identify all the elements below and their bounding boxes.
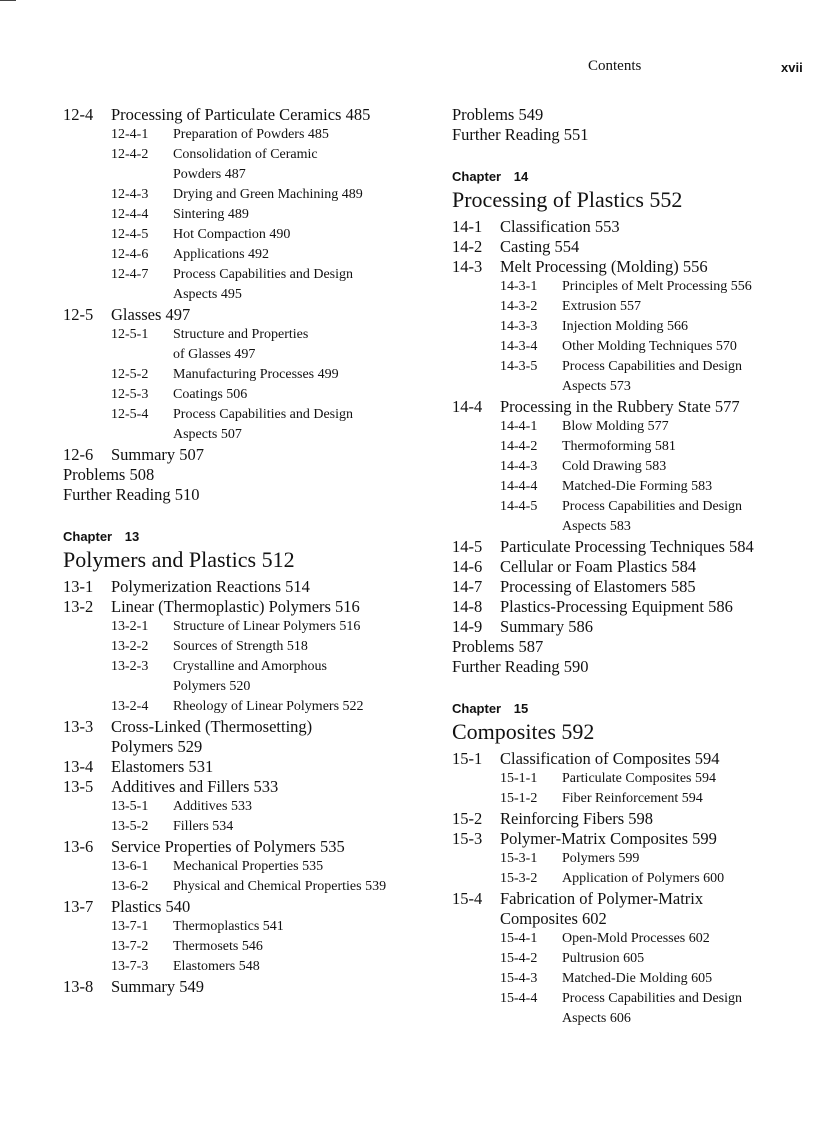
- section-title: Plastics-Processing Equipment 586: [500, 597, 733, 616]
- toc-entry-backmatter: Problems 587: [452, 637, 544, 656]
- section-title: Cross-Linked (Thermosetting): [111, 717, 313, 736]
- section-title: Process Capabilities and Design: [562, 991, 743, 1006]
- section-number: 14-4-4: [500, 479, 538, 494]
- section-title: Fiber Reinforcement 594: [562, 791, 703, 806]
- chapter-label: Chapter 13: [63, 529, 140, 544]
- section-number: 15-1-1: [500, 771, 538, 786]
- section-title: Additives 533: [173, 799, 252, 814]
- toc-entry-subsection: [63, 165, 443, 185]
- section-number: 13-4: [63, 757, 94, 776]
- section-number: 14-3-3: [500, 319, 538, 334]
- section-title: Elastomers 548: [173, 959, 260, 974]
- toc-entry-section: [452, 597, 802, 617]
- toc-entry-subsection: [63, 365, 443, 385]
- section-number: 12-4-3: [111, 187, 149, 202]
- section-number: 15-3-2: [500, 871, 538, 886]
- section-title: Aspects 583: [562, 519, 631, 534]
- section-number: 15-4-2: [500, 951, 538, 966]
- section-title: Process Capabilities and Design: [173, 407, 354, 422]
- toc-entry-subsection: [63, 185, 443, 205]
- section-number: 13-2-3: [111, 659, 149, 674]
- section-number: 13-7-2: [111, 939, 149, 954]
- section-title: Thermoplastics 541: [173, 919, 284, 934]
- section-number: 13-6-2: [111, 879, 149, 894]
- section-title: Pultrusion 605: [562, 951, 645, 966]
- toc-entry-subsection: [63, 245, 443, 265]
- toc-entry-subsection: [63, 817, 443, 837]
- toc-entry-subsection: [63, 405, 443, 425]
- section-number: 12-4-4: [111, 207, 149, 222]
- section-title: Polymerization Reactions 514: [111, 577, 310, 596]
- toc-entry-subsection: [63, 205, 443, 225]
- section-number: 15-1-2: [500, 791, 538, 806]
- chapter-title: Processing of Plastics 552: [452, 187, 683, 212]
- section-title: of Glasses 497: [173, 347, 256, 362]
- section-title: Structure of Linear Polymers 516: [173, 619, 361, 634]
- section-title: Fabrication of Polymer-Matrix: [500, 889, 704, 908]
- toc-entry-subsection: [452, 317, 802, 337]
- section-title: Elastomers 531: [111, 757, 214, 776]
- section-number: 13-2-4: [111, 699, 149, 714]
- section-number: 13-5-1: [111, 799, 149, 814]
- section-number: 15-3: [452, 829, 483, 848]
- section-title: Coatings 506: [173, 387, 248, 402]
- section-number: 12-4-6: [111, 247, 149, 262]
- section-title: Melt Processing (Molding) 556: [500, 257, 708, 276]
- section-title: Particulate Processing Techniques 584: [500, 537, 754, 556]
- section-title: Crystalline and Amorphous: [173, 659, 327, 674]
- section-number: 15-4-4: [500, 991, 538, 1006]
- toc-entry-subsection: [452, 497, 802, 517]
- toc-entry-section: [452, 217, 802, 237]
- page-corner-mark: [0, 0, 16, 1]
- section-number: 12-6: [63, 445, 94, 464]
- section-number: 12-5: [63, 305, 94, 324]
- toc-entry-subsection: [63, 657, 443, 677]
- toc-entry-section: [63, 757, 443, 777]
- section-number: 14-8: [452, 597, 483, 616]
- section-number: 14-4-5: [500, 499, 538, 514]
- section-number: 12-4: [63, 105, 94, 124]
- section-title: Open-Mold Processes 602: [562, 931, 710, 946]
- toc-entry-subsection: [63, 385, 443, 405]
- section-number: 13-2-1: [111, 619, 149, 634]
- chapter-label: Chapter 15: [452, 701, 529, 716]
- toc-entry-subsection: [452, 437, 802, 457]
- section-number: 14-9: [452, 617, 483, 636]
- toc-entry-subsection: [63, 677, 443, 697]
- toc-right-column: [452, 105, 802, 1029]
- toc-entry-subsection: [452, 929, 802, 949]
- toc-entry-subsection: [452, 849, 802, 869]
- toc-entry-section: [452, 617, 802, 637]
- toc-entry-subsection: [63, 125, 443, 145]
- section-gap: [63, 505, 443, 525]
- section-title: Composites 602: [500, 909, 607, 928]
- toc-entry-subsection: [63, 857, 443, 877]
- toc-entry-section: [63, 777, 443, 797]
- section-number: 13-6-1: [111, 859, 149, 874]
- toc-entry-backmatter: Further Reading 590: [452, 657, 589, 676]
- section-title: Aspects 495: [173, 287, 242, 302]
- section-title: Powders 487: [173, 167, 246, 182]
- toc-entry-subsection: [63, 637, 443, 657]
- section-title: Processing in the Rubbery State 577: [500, 397, 740, 416]
- toc-entry-subsection: [63, 797, 443, 817]
- chapter-title: Composites 592: [452, 719, 595, 744]
- toc-entry-section: [452, 809, 802, 829]
- section-title: Sintering 489: [173, 207, 249, 222]
- section-title: Aspects 507: [173, 427, 242, 442]
- toc-entry-section: [452, 749, 802, 769]
- section-title: Extrusion 557: [562, 299, 641, 314]
- chapter-label: Chapter 14: [452, 169, 529, 184]
- toc-entry-subsection: [452, 989, 802, 1009]
- section-title: Service Properties of Polymers 535: [111, 837, 345, 856]
- section-gap: [452, 145, 802, 165]
- section-title: Casting 554: [500, 237, 580, 256]
- section-title: Additives and Fillers 533: [111, 777, 279, 796]
- toc-entry-section: [452, 557, 802, 577]
- toc-entry-subsection: [452, 337, 802, 357]
- section-number: 12-5-2: [111, 367, 149, 382]
- section-title: Cold Drawing 583: [562, 459, 667, 474]
- section-title: Process Capabilities and Design: [562, 499, 743, 514]
- section-title: Injection Molding 566: [562, 319, 688, 334]
- section-number: 12-5-4: [111, 407, 149, 422]
- section-title: Mechanical Properties 535: [173, 859, 324, 874]
- section-title: Polymer-Matrix Composites 599: [500, 829, 717, 848]
- section-title: Application of Polymers 600: [562, 871, 725, 886]
- section-number: 15-1: [452, 749, 483, 768]
- toc-entry-subsection: [63, 957, 443, 977]
- section-number: 15-4-1: [500, 931, 538, 946]
- toc-entry-section: [452, 537, 802, 557]
- toc-entry-section: [63, 597, 443, 617]
- section-gap: [452, 677, 802, 697]
- section-number: 12-4-5: [111, 227, 149, 242]
- toc-entry-section: [452, 577, 802, 597]
- section-title: Thermoforming 581: [562, 439, 676, 454]
- section-title: Manufacturing Processes 499: [173, 367, 339, 382]
- toc-entry-subsection: [63, 345, 443, 365]
- toc-entry-subsection: [452, 477, 802, 497]
- running-head: Contents: [588, 58, 642, 74]
- section-number: 13-5: [63, 777, 94, 796]
- toc-entry-section: [452, 237, 802, 257]
- section-title: Cellular or Foam Plastics 584: [500, 557, 697, 576]
- section-title: Polymers 520: [173, 679, 251, 694]
- section-number: 14-3-4: [500, 339, 538, 354]
- section-title: Summary 549: [111, 977, 205, 996]
- toc-entry-subsection: [452, 277, 802, 297]
- toc-entry-section: [452, 909, 802, 929]
- toc-entry-subsection: [63, 877, 443, 897]
- toc-entry-section: [63, 837, 443, 857]
- toc-entry-section: [63, 737, 443, 757]
- section-title: Aspects 573: [562, 379, 631, 394]
- toc-entry-subsection: [63, 265, 443, 285]
- section-number: 14-3-5: [500, 359, 538, 374]
- section-title: Hot Compaction 490: [173, 227, 291, 242]
- section-number: 13-6: [63, 837, 94, 856]
- section-title: Polymers 599: [562, 851, 640, 866]
- toc-entry-section: [452, 397, 802, 417]
- section-title: Blow Molding 577: [562, 419, 669, 434]
- section-number: 14-3-2: [500, 299, 538, 314]
- section-number: 12-4-1: [111, 127, 149, 142]
- section-number: 12-5-1: [111, 327, 149, 342]
- section-number: 13-1: [63, 577, 94, 596]
- section-title: Summary 586: [500, 617, 594, 636]
- section-number: 14-2: [452, 237, 483, 256]
- toc-entry-subsection: [452, 517, 802, 537]
- section-number: 14-5: [452, 537, 483, 556]
- section-number: 13-2-2: [111, 639, 149, 654]
- section-title: Fillers 534: [173, 819, 234, 834]
- section-number: 12-4-7: [111, 267, 149, 282]
- toc-entry-section: [63, 445, 443, 465]
- toc-entry-subsection: [63, 917, 443, 937]
- section-number: 13-8: [63, 977, 94, 996]
- section-number: 15-4: [452, 889, 483, 908]
- section-title: Summary 507: [111, 445, 205, 464]
- section-title: Particulate Composites 594: [562, 771, 716, 786]
- toc-entry-section: [452, 889, 802, 909]
- section-number: 15-2: [452, 809, 483, 828]
- toc-entry-subsection: [63, 697, 443, 717]
- toc-entry-subsection: [63, 145, 443, 165]
- section-title: Processing of Elastomers 585: [500, 577, 696, 596]
- toc-entry-subsection: [452, 417, 802, 437]
- toc-left-column: [63, 105, 443, 997]
- section-number: 14-3-1: [500, 279, 538, 294]
- toc-entry-subsection: [63, 325, 443, 345]
- toc-entry-section: [63, 577, 443, 597]
- page-number: xvii: [781, 60, 803, 75]
- toc-entry-section: [63, 977, 443, 997]
- section-title: Other Molding Techniques 570: [562, 339, 737, 354]
- section-title: Consolidation of Ceramic: [173, 147, 318, 162]
- toc-entry-subsection: [452, 457, 802, 477]
- section-number: 12-4-2: [111, 147, 149, 162]
- section-title: Classification 553: [500, 217, 620, 236]
- toc-entry-subsection: [452, 769, 802, 789]
- section-number: 13-2: [63, 597, 94, 616]
- section-title: Polymers 529: [111, 737, 203, 756]
- section-number: 13-7: [63, 897, 94, 916]
- toc-entry-subsection: [63, 617, 443, 637]
- toc-entry-section: [452, 257, 802, 277]
- toc-entry-section: [63, 105, 443, 125]
- section-number: 12-5-3: [111, 387, 149, 402]
- toc-entry-backmatter: Further Reading 510: [63, 485, 200, 504]
- section-title: Drying and Green Machining 489: [173, 187, 363, 202]
- section-number: 14-4-2: [500, 439, 538, 454]
- toc-entry-backmatter: Further Reading 551: [452, 125, 589, 144]
- section-title: Reinforcing Fibers 598: [500, 809, 654, 828]
- toc-entry-section: [63, 717, 443, 737]
- toc-entry-subsection: [452, 789, 802, 809]
- section-title: Preparation of Powders 485: [173, 127, 329, 142]
- section-title: Applications 492: [173, 247, 270, 262]
- section-number: 14-4: [452, 397, 483, 416]
- toc-entry-section: [63, 305, 443, 325]
- toc-entry-subsection: [452, 949, 802, 969]
- toc-entry-subsection: [452, 357, 802, 377]
- toc-entry-backmatter: Problems 508: [63, 465, 155, 484]
- section-number: 14-7: [452, 577, 483, 596]
- section-title: Matched-Die Forming 583: [562, 479, 713, 494]
- section-number: 15-3-1: [500, 851, 538, 866]
- toc-entry-subsection: [452, 869, 802, 889]
- toc-entry-subsection: [63, 937, 443, 957]
- section-number: 14-4-3: [500, 459, 538, 474]
- section-title: Plastics 540: [111, 897, 191, 916]
- toc-entry-section: [63, 897, 443, 917]
- toc-entry-subsection: [63, 225, 443, 245]
- toc-entry-subsection: [452, 969, 802, 989]
- section-title: Sources of Strength 518: [173, 639, 308, 654]
- section-title: Linear (Thermoplastic) Polymers 516: [111, 597, 360, 616]
- section-title: Thermosets 546: [173, 939, 263, 954]
- section-number: 15-4-3: [500, 971, 538, 986]
- section-number: 14-6: [452, 557, 483, 576]
- section-title: Structure and Properties: [173, 327, 309, 342]
- section-title: Matched-Die Molding 605: [562, 971, 713, 986]
- section-title: Principles of Melt Processing 556: [562, 279, 752, 294]
- section-title: Processing of Particulate Ceramics 485: [111, 105, 371, 124]
- section-number: 13-7-3: [111, 959, 149, 974]
- toc-entry-subsection: [63, 425, 443, 445]
- toc-entry-section: [452, 829, 802, 849]
- section-number: 13-5-2: [111, 819, 149, 834]
- toc-entry-subsection: [63, 285, 443, 305]
- section-title: Physical and Chemical Properties 539: [173, 879, 387, 894]
- section-title: Aspects 606: [562, 1011, 631, 1026]
- toc-entry-subsection: [452, 377, 802, 397]
- section-title: Glasses 497: [111, 305, 191, 324]
- section-title: Rheology of Linear Polymers 522: [173, 699, 364, 714]
- section-number: 13-7-1: [111, 919, 149, 934]
- section-number: 14-1: [452, 217, 483, 236]
- toc-entry-subsection: [452, 1009, 802, 1029]
- toc-entry-subsection: [452, 297, 802, 317]
- section-title: Process Capabilities and Design: [562, 359, 743, 374]
- section-number: 14-4-1: [500, 419, 538, 434]
- section-title: Classification of Composites 594: [500, 749, 720, 768]
- section-title: Process Capabilities and Design: [173, 267, 354, 282]
- chapter-title: Polymers and Plastics 512: [63, 547, 295, 572]
- section-number: 13-3: [63, 717, 94, 736]
- section-number: 14-3: [452, 257, 483, 276]
- toc-entry-backmatter: Problems 549: [452, 105, 544, 124]
